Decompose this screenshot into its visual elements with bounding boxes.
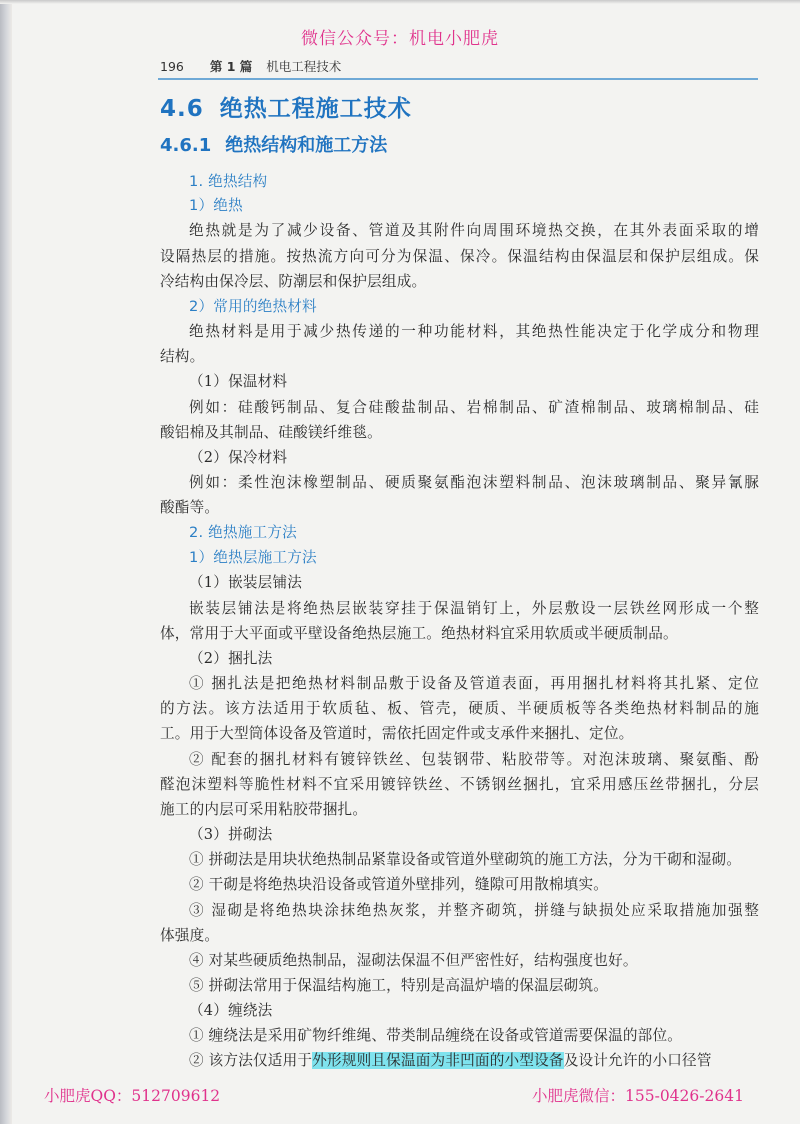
paragraph-line: 例如：硅酸钙制品、复合硅酸盐制品、岩棉制品、矿渣棉制品、玻璃棉制品、硅	[189, 399, 759, 416]
page-binding-shadow	[0, 0, 12, 1124]
heading-common-materials: 2）常用的绝热材料	[189, 298, 317, 315]
paragraph-line: ⑤ 拼砌法常用于保温结构施工，特别是高温炉墙的保温层砌筑。	[189, 977, 609, 994]
header-rule	[158, 78, 758, 80]
paragraph-line: ② 配套的捆扎材料有镀锌铁丝、包装钢带、粘胶带等。对泡沫玻璃、聚氨酯、酚	[189, 751, 759, 768]
heading-construction-methods: 2. 绝热施工方法	[189, 524, 297, 541]
item-heading-heat-preservation: （1）保温材料	[189, 373, 288, 390]
heading-insulation-structure: 1. 绝热结构	[189, 173, 268, 190]
paragraph-line: 工。用于大型筒体设备及管道时，需依托固定件或支承件来捆扎、定位。	[160, 725, 634, 742]
text-after-highlight: 及设计允许的小口径管	[563, 1052, 712, 1069]
section-heading	[160, 90, 412, 123]
paragraph-line: 酸酯等。	[160, 499, 220, 516]
part-label: 第 1 篇	[209, 59, 253, 74]
paragraph-line-highlighted	[189, 1049, 712, 1070]
paragraph-line: 绝热材料是用于减少热传递的一种功能材料，其绝热性能决定于化学成分和物理	[189, 323, 759, 340]
paragraph-line: 酸铝棉及其制品、硅酸镁纤维毯。	[160, 424, 382, 441]
section-number: 4.6	[160, 96, 204, 122]
watermark-footer-qq: 小肥虎QQ：512709612	[44, 1087, 221, 1105]
item-heading-masonry: （3）拼砌法	[189, 826, 273, 843]
section-title: 绝热工程施工技术	[219, 96, 412, 122]
paragraph-line: ① 捆扎法是把绝热材料制品敷于设备及管道表面，再用捆扎材料将其扎紧、定位	[189, 675, 759, 692]
page-number: 196	[160, 59, 184, 74]
heading-insulation: 1）绝热	[189, 197, 243, 214]
paragraph-line: ① 拼砌法是用块状绝热制品紧靠设备或管道外壁砌筑的施工方法，分为干砌和湿砌。	[189, 851, 742, 868]
part-title: 机电工程技术	[266, 59, 342, 74]
item-heading-cold-preservation: （2）保冷材料	[189, 449, 288, 466]
paragraph-line: ④ 对某些硬质绝热制品，湿砌法保温不但严密性好，结构强度也好。	[189, 952, 638, 969]
paragraph-line: ① 缠绕法是采用矿物纤维绳、带类制品缠绕在设备或管道需要保温的部位。	[189, 1027, 683, 1044]
paragraph-line: 例如：柔性泡沫橡塑制品、硬质聚氨酯泡沫塑料制品、泡沫玻璃制品、聚异氰脲	[189, 474, 759, 491]
paragraph-line: ③ 湿砌是将绝热块涂抹绝热灰浆，并整齐砌筑，拼缝与缺损处应采取措施加强整	[189, 902, 759, 919]
item-heading-binding: （2）捆扎法	[189, 650, 273, 667]
paragraph-line: 设隔热层的措施。按热流方向可分为保温、保冷。保温结构由保温层和保护层组成。保	[160, 248, 759, 265]
paragraph-line: ② 干砌是将绝热块沿设备或管道外壁排列，缝隙可用散棉填实。	[189, 876, 609, 893]
running-header	[160, 57, 341, 75]
watermark-top: 微信公众号：机电小肥虎	[301, 29, 499, 49]
heading-layer-methods: 1）绝热层施工方法	[189, 549, 317, 566]
watermark-footer-wechat: 小肥虎微信：155-0426-2641	[532, 1087, 744, 1105]
paragraph-line: 嵌装层铺法是将绝热层嵌装穿挂于保温销钉上，外层敷设一层铁丝网形成一个整	[189, 600, 759, 617]
item-heading-embedded-layering: （1）嵌装层铺法	[189, 574, 303, 591]
paragraph-line: 体，常用于大平面或平壁设备绝热层施工。绝热材料宜采用软质或半硬质制品。	[160, 625, 678, 642]
paragraph-line: 醛泡沫塑料等脆性材料不宜采用镀锌铁丝、不锈钢丝捆扎，宜采用感压丝带捆扎，分层	[160, 776, 759, 793]
subsection-heading	[160, 131, 387, 157]
paragraph-line: 体强度。	[160, 927, 220, 944]
paragraph-line: 的方法。该方法适用于软质毡、板、管壳，硬质、半硬质板等各类绝热材料制品的施	[160, 700, 759, 717]
paragraph-line: 施工的内层可采用粘胶带捆扎。	[160, 801, 368, 818]
paragraph-line: 绝热就是为了减少设备、管道及其附件向周围环境热交换，在其外表面采取的增	[189, 222, 759, 239]
subsection-number: 4.6.1	[160, 135, 212, 156]
highlighted-text: 外形规则且保温面为非凹面的小型设备	[312, 1052, 564, 1069]
text-before-highlight: ② 该方法仅适用于	[189, 1052, 313, 1069]
paragraph-line: 冷结构由保冷层、防潮层和保护层组成。	[160, 273, 427, 290]
page-top-edge	[0, 0, 800, 4]
paragraph-line: 结构。	[160, 348, 205, 365]
item-heading-winding: （4）缠绕法	[189, 1002, 273, 1019]
subsection-title: 绝热结构和施工方法	[225, 135, 388, 156]
